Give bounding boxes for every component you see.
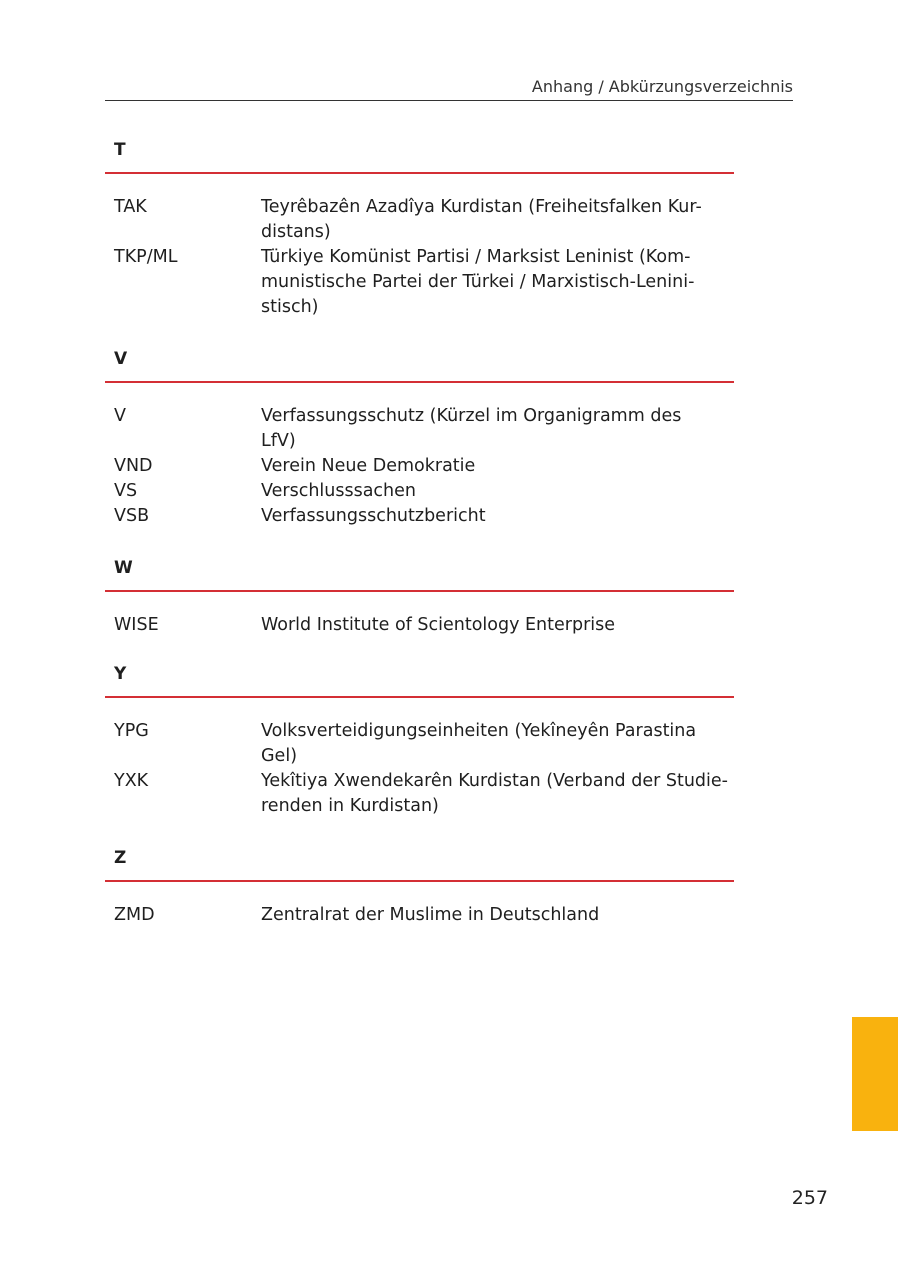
definition-line: munistische Partei der Türkei / Marxistisch-Lenini- xyxy=(261,272,695,292)
definition-line: renden in Kurdistan) xyxy=(261,796,439,816)
section-rule xyxy=(105,590,734,592)
definition xyxy=(261,245,734,320)
section-rule xyxy=(105,381,734,383)
definition xyxy=(261,613,734,638)
abbreviation: VSB xyxy=(114,506,150,526)
definition-line: Verfassungsschutzbericht xyxy=(261,506,486,526)
section-letter: V xyxy=(114,349,128,369)
definition-line: LfV) xyxy=(261,431,296,451)
section-rule xyxy=(105,172,734,174)
definition-line: Teyrêbazên Azadîya Kurdistan (Freiheitsfalken Kur- xyxy=(261,197,702,217)
definition-line: Verfassungsschutz (Kürzel im Organigramm des xyxy=(261,406,682,426)
section-letter: Z xyxy=(114,848,127,868)
chapter-tab-marker xyxy=(852,1017,898,1131)
list-item xyxy=(105,719,734,769)
definition xyxy=(261,195,734,245)
abbreviation-list xyxy=(105,138,734,955)
abbreviation: YXK xyxy=(114,771,149,791)
section-z xyxy=(105,846,734,928)
abbreviation: V xyxy=(114,406,126,426)
list-item xyxy=(105,613,734,638)
definition xyxy=(261,454,734,479)
definition-line: stisch) xyxy=(261,297,319,317)
definition-line: Türkiye Komünist Partisi / Marksist Leninist (Kom- xyxy=(261,247,691,267)
definition xyxy=(261,504,734,529)
definition xyxy=(261,903,734,928)
abbreviation: YPG xyxy=(114,721,149,741)
definition xyxy=(261,719,734,769)
section-letter: T xyxy=(114,140,126,160)
running-header: Anhang / Abkürzungsverzeichnis xyxy=(531,77,793,96)
section-w xyxy=(105,556,734,638)
definition xyxy=(261,479,734,504)
definition-line: distans) xyxy=(261,222,331,242)
section-rule xyxy=(105,880,734,882)
definition-line: Yekîtiya Xwendekarên Kurdistan (Verband der Studie- xyxy=(261,771,728,791)
list-item xyxy=(105,245,734,320)
abbreviation: VND xyxy=(114,456,153,476)
abbreviation: ZMD xyxy=(114,905,155,925)
definition xyxy=(261,769,734,819)
definition-line: Verein Neue Demokratie xyxy=(261,456,476,476)
list-item xyxy=(105,903,734,928)
abbreviation: VS xyxy=(114,481,138,501)
section-v xyxy=(105,347,734,529)
section-y xyxy=(105,662,734,819)
section-rule xyxy=(105,696,734,698)
definition xyxy=(261,404,734,454)
list-item xyxy=(105,195,734,245)
list-item xyxy=(105,769,734,819)
definition-line: Volksverteidigungseinheiten (Yekîneyên Parastina xyxy=(261,721,697,741)
definition-line: Zentralrat der Muslime in Deutschland xyxy=(261,905,600,925)
abbreviation: WISE xyxy=(114,615,159,635)
definition-line: Gel) xyxy=(261,746,298,766)
section-t xyxy=(105,138,734,320)
section-letter: W xyxy=(114,558,133,578)
definition-line: Verschlusssachen xyxy=(261,481,417,501)
list-item xyxy=(105,454,734,479)
abbreviation: TKP/ML xyxy=(114,247,178,267)
header-rule xyxy=(105,100,793,101)
section-letter: Y xyxy=(114,664,127,684)
abbreviation: TAK xyxy=(114,197,147,217)
page-number: 257 xyxy=(791,1187,828,1209)
list-item xyxy=(105,404,734,454)
list-item xyxy=(105,504,734,529)
list-item xyxy=(105,479,734,504)
definition-line: World Institute of Scientology Enterprise xyxy=(261,615,616,635)
